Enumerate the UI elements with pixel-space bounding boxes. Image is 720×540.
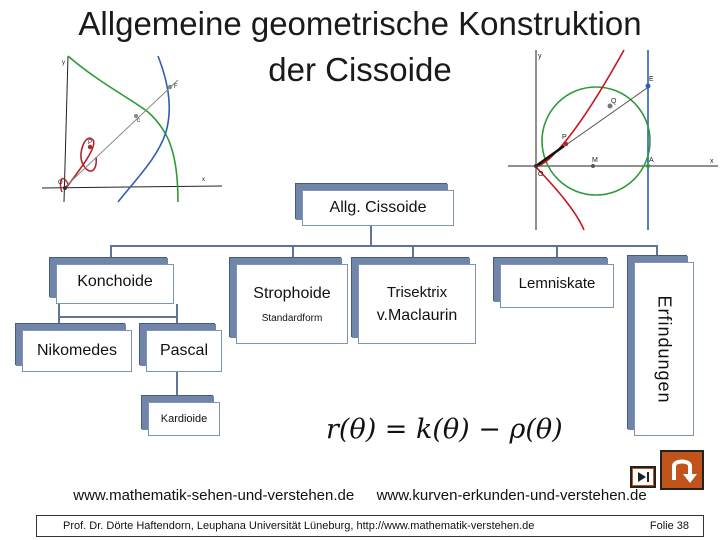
cissoid-formula: r(θ) = k(θ) − ρ(θ) [326,414,563,445]
standardform-label: Standardform [261,312,323,324]
node-strophoide [236,264,348,344]
strophoide-label: Strophoide [253,284,331,302]
maclaurin-label: v.Maclaurin [376,306,458,324]
nav-end-button[interactable] [630,466,656,488]
connector-trisektrix [412,245,414,263]
konchoide-figure [38,52,228,204]
right-p-label: P [562,134,567,141]
footer-link-1[interactable]: www.mathematik-sehen-und-verstehen.de [73,487,355,504]
connector-horizontal [110,245,658,247]
left-y-label: y [62,60,65,66]
connector-konchoide [110,245,112,263]
cissoide-figure [504,46,720,232]
slide-number: Folie 38 [649,520,689,532]
left-o-label: O [58,180,63,186]
play-end-icon [632,468,654,486]
node-nikomedes: Nikomedes [22,330,132,372]
nav-return-button[interactable] [660,450,704,490]
slide-title-line2: der Cissoide [268,51,452,88]
right-e-label: E [649,76,654,83]
right-y-label: y [538,53,542,60]
left-x-label: x [202,177,205,183]
connector-strophoide [292,245,294,263]
connector-root [370,226,372,246]
connector-pascal [176,304,178,330]
connector-erfindungen [656,245,658,263]
connector-konchoide-children [58,316,178,318]
credit-text: Prof. Dr. Dörte Haftendorn, Leuphana Universität Lüneburg, http://www.mathematik-verstehen.de [63,520,535,532]
left-f-label: F [174,84,178,90]
right-a-label: A [649,157,654,164]
right-x-label: x [710,158,714,165]
return-arrow-icon [662,452,702,488]
node-lemniskate: Lemniskate [500,264,614,308]
right-o-label: O [538,171,544,178]
connector-kardioide [176,370,178,402]
footer-links [0,487,720,504]
left-p-label: P [88,140,93,146]
right-m-label: M [592,157,598,164]
node-kardioide: Kardioide [148,402,220,436]
right-q-label: Q [611,98,617,105]
left-c-label: c [137,118,140,124]
footer-link-2[interactable]: www.kurven-erkunden-und-verstehen.de [376,487,647,504]
trisektrix-label: Trisektrix [386,283,448,301]
connector-lemniskate [556,245,558,263]
slide-title-line1: Allgemeine geometrische Konstruktion [78,5,642,42]
node-allg-cissoide: Allg. Cissoide [302,190,454,226]
node-erfindungen [634,262,694,436]
erfindungen-label: Erfindungen [654,294,675,404]
node-trisektrix [358,264,476,344]
node-konchoide: Konchoide [56,264,174,304]
node-pascal: Pascal [146,330,222,372]
credit-bar [36,515,704,537]
